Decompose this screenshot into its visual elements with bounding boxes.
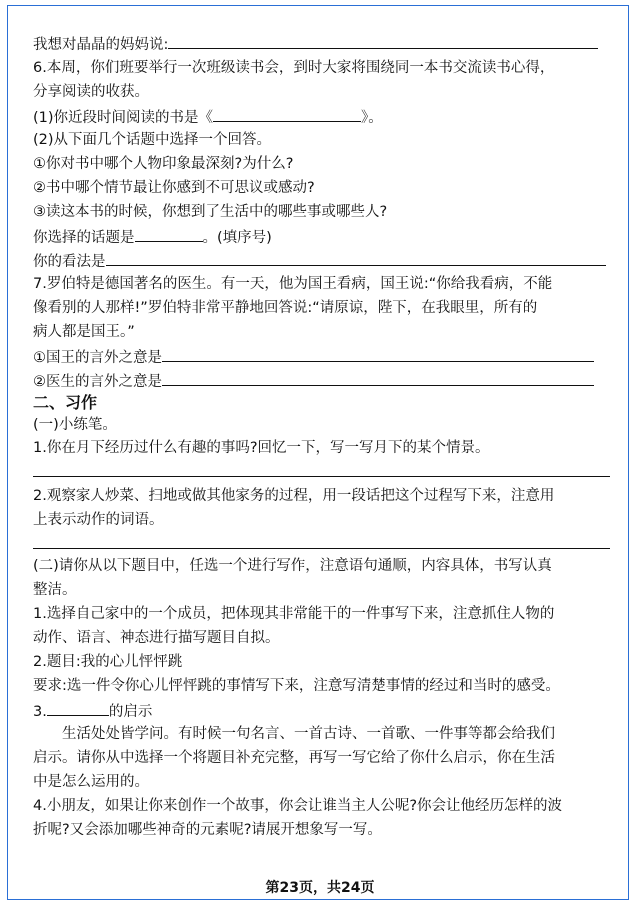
q7-line-1: 7.罗伯特是德国著名的医生。有一天，他为国王看病，国王说:“你给我看病，不能	[33, 276, 553, 292]
composition-2-title: 2.题目:我的心儿怦怦跳	[33, 654, 183, 670]
q6-view	[33, 250, 606, 272]
king-meaning-blank[interactable]	[162, 346, 594, 362]
composition-3-body-1: 生活处处皆学问。有时候一句名言、一首古诗、一首歌、一件事等都会给我们	[62, 726, 555, 742]
q6-topic-3: ③读这本书的时候，你想到了生活中的哪些事或哪些人?	[33, 204, 388, 220]
q7-answer-1-prompt: ①国王的言外之意是	[33, 350, 162, 366]
composition-1-line-2: 动作、语言、神态进行描写题目自拟。	[33, 630, 280, 646]
section2-sub1: (一)小练笔。	[33, 417, 117, 433]
topic-number-blank[interactable]	[135, 226, 203, 242]
q6-choice-suffix: 。(填序号)	[202, 230, 272, 246]
composition-3-body-2: 启示。请你从中选择一个将题目补充完整，再写一写它给了你什么启示，你在生活	[33, 750, 555, 766]
writing-2-answer-rule[interactable]	[33, 548, 610, 549]
page-number: 第23页，共24页	[265, 880, 375, 896]
q6-part1-prompt: (1)你近段时间阅读的书是《	[33, 110, 214, 126]
writing-1: 1.你在月下经历过什么有趣的事吗?回忆一下，写一写月下的某个情景。	[33, 440, 490, 456]
composition-3-body-3: 中是怎么运用的。	[33, 774, 149, 790]
composition-3-suffix: 的启示	[108, 704, 153, 720]
composition-4-line-1: 4.小朋友，如果让你来创作一个故事，你会让谁当主人公呢?你会让他经历怎样的波	[33, 798, 563, 814]
composition-4-line-2: 折呢?又会添加哪些神奇的元素呢?请展开想象写一写。	[33, 822, 382, 838]
doctor-meaning-blank[interactable]	[162, 370, 594, 386]
q6-part2: (2)从下面几个话题中选择一个回答。	[33, 132, 272, 148]
writing-2-line-1: 2.观察家人炒菜、扫地或做其他家务的过程，用一段话把这个过程写下来，注意用	[33, 488, 555, 504]
q6-topic-2: ②书中哪个情节最让你感到不可思议或感动?	[33, 180, 315, 196]
q7-answer-2	[33, 370, 594, 392]
view-blank[interactable]	[106, 250, 606, 266]
writing-2-line-2: 上表示动作的词语。	[33, 512, 164, 528]
composition-3-title	[33, 700, 152, 722]
composition-2-requirement: 要求:选一件令你心儿怦怦跳的事情写下来，注意写清楚事情的经过和当时的感受。	[33, 678, 560, 694]
q6-intro-2: 分享阅读的收获。	[33, 84, 149, 100]
q7-line-3: 病人都是国王。”	[33, 324, 135, 340]
q6-part1-suffix: 》。	[361, 110, 383, 126]
q6-intro-1: 6.本周，你们班要举行一次班级读书会，到时大家将围绕同一本书交流读书心得，	[33, 60, 555, 76]
q6-part1	[33, 106, 383, 128]
book-title-blank[interactable]	[213, 106, 361, 122]
q5-prompt: 我想对晶晶的妈妈说:	[33, 37, 169, 53]
composition-3-number: 3.	[33, 704, 47, 720]
section2-sub2-line-1: (二)请你从以下题目中，任选一个进行写作，注意语句通顺，内容具体，书写认真	[33, 558, 552, 574]
section2-title: 二、习作	[33, 393, 98, 412]
q6-choice	[33, 226, 272, 248]
writing-1-answer-rule[interactable]	[33, 476, 610, 477]
q7-line-2: 像看别的人那样!”罗伯特非常平静地回答说:“请原谅，陛下，在我眼里，所有的	[33, 300, 538, 316]
q6-view-prompt: 你的看法是	[33, 254, 106, 270]
q7-answer-1	[33, 346, 594, 368]
q7-answer-2-prompt: ②医生的言外之意是	[33, 374, 162, 390]
section2-sub2-line-2: 整洁。	[33, 582, 77, 598]
composition-3-title-blank[interactable]	[47, 700, 109, 716]
q6-topic-1: ①你对书中哪个人物印象最深刻?为什么?	[33, 156, 294, 172]
q5-answer-line	[33, 33, 598, 55]
answer-blank[interactable]	[168, 33, 598, 49]
composition-1-line-1: 1.选择自己家中的一个成员，把体现其非常能干的一件事写下来，注意抓住人物的	[33, 606, 555, 622]
q6-choice-prompt: 你选择的话题是	[33, 230, 135, 246]
